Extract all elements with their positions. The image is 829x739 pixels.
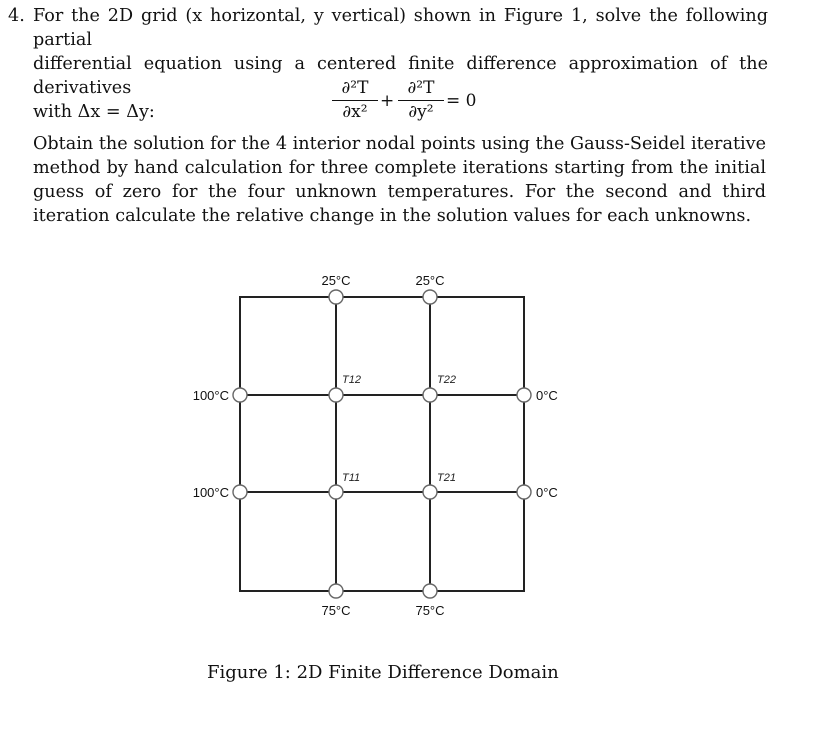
bottom-label-1: 75°C [321, 603, 351, 618]
intro-line-2: differential equation using a centered finite difference approximation of the derivatives [33, 54, 768, 98]
left-label-2: 100°C [192, 485, 229, 500]
d2t-dx2: $\frac{\text{∂²T}}{\text{∂x²}}$ [332, 78, 378, 122]
plus-sign: + [380, 91, 395, 111]
bottom-label-2: 75°C [415, 603, 445, 618]
right-label-2: 0°C [536, 485, 558, 500]
interior-node-t12 [329, 388, 343, 402]
interior-node-t22 [423, 388, 437, 402]
left-label-1: 100°C [192, 388, 229, 403]
node-label-t12: T12 [342, 374, 361, 386]
boundary-node-right-2 [517, 485, 531, 499]
boundary-node-top-2 [423, 290, 437, 304]
boundary-node-top-1 [329, 290, 343, 304]
boundary-node-bottom-1 [329, 584, 343, 598]
interior-node-t11 [329, 485, 343, 499]
boundary-node-left-2 [233, 485, 247, 499]
top-label-2: 25°C [415, 273, 445, 288]
right-label-1: 0°C [536, 388, 558, 403]
figure-caption: Figure 1: 2D Finite Difference Domain [207, 662, 559, 683]
boundary-node-right-1 [517, 388, 531, 402]
problem-number: 4. [8, 6, 25, 26]
node-label-t11: T11 [342, 472, 361, 484]
intro-line-1: For the 2D grid (x horizontal, y vertical) shown in Figure 1, solve the following partial [33, 6, 768, 50]
top-label-1: 25°C [321, 273, 351, 288]
intro-line-3: with Δx = Δy: [33, 102, 155, 122]
boundary-node-left-1 [233, 388, 247, 402]
grid-boundary [240, 297, 524, 591]
equals-zero: = 0 [446, 91, 477, 111]
problem-body: Obtain the solution for the 4 interior nodal points using the Gauss-Seidel iterative method by hand calculation for three complete iterations starting from the initial guess of zero for the four unknown temperatures. For the second and third iteration calculate the relative change in the solution values for each unknowns. [33, 134, 766, 226]
node-label-t21: T21 [437, 472, 456, 484]
boundary-node-bottom-2 [423, 584, 437, 598]
node-label-t22: T22 [437, 374, 456, 386]
d2t-dy2: $\frac{\text{∂²T}}{\text{∂y²}}$ [398, 78, 444, 122]
interior-node-t21 [423, 485, 437, 499]
